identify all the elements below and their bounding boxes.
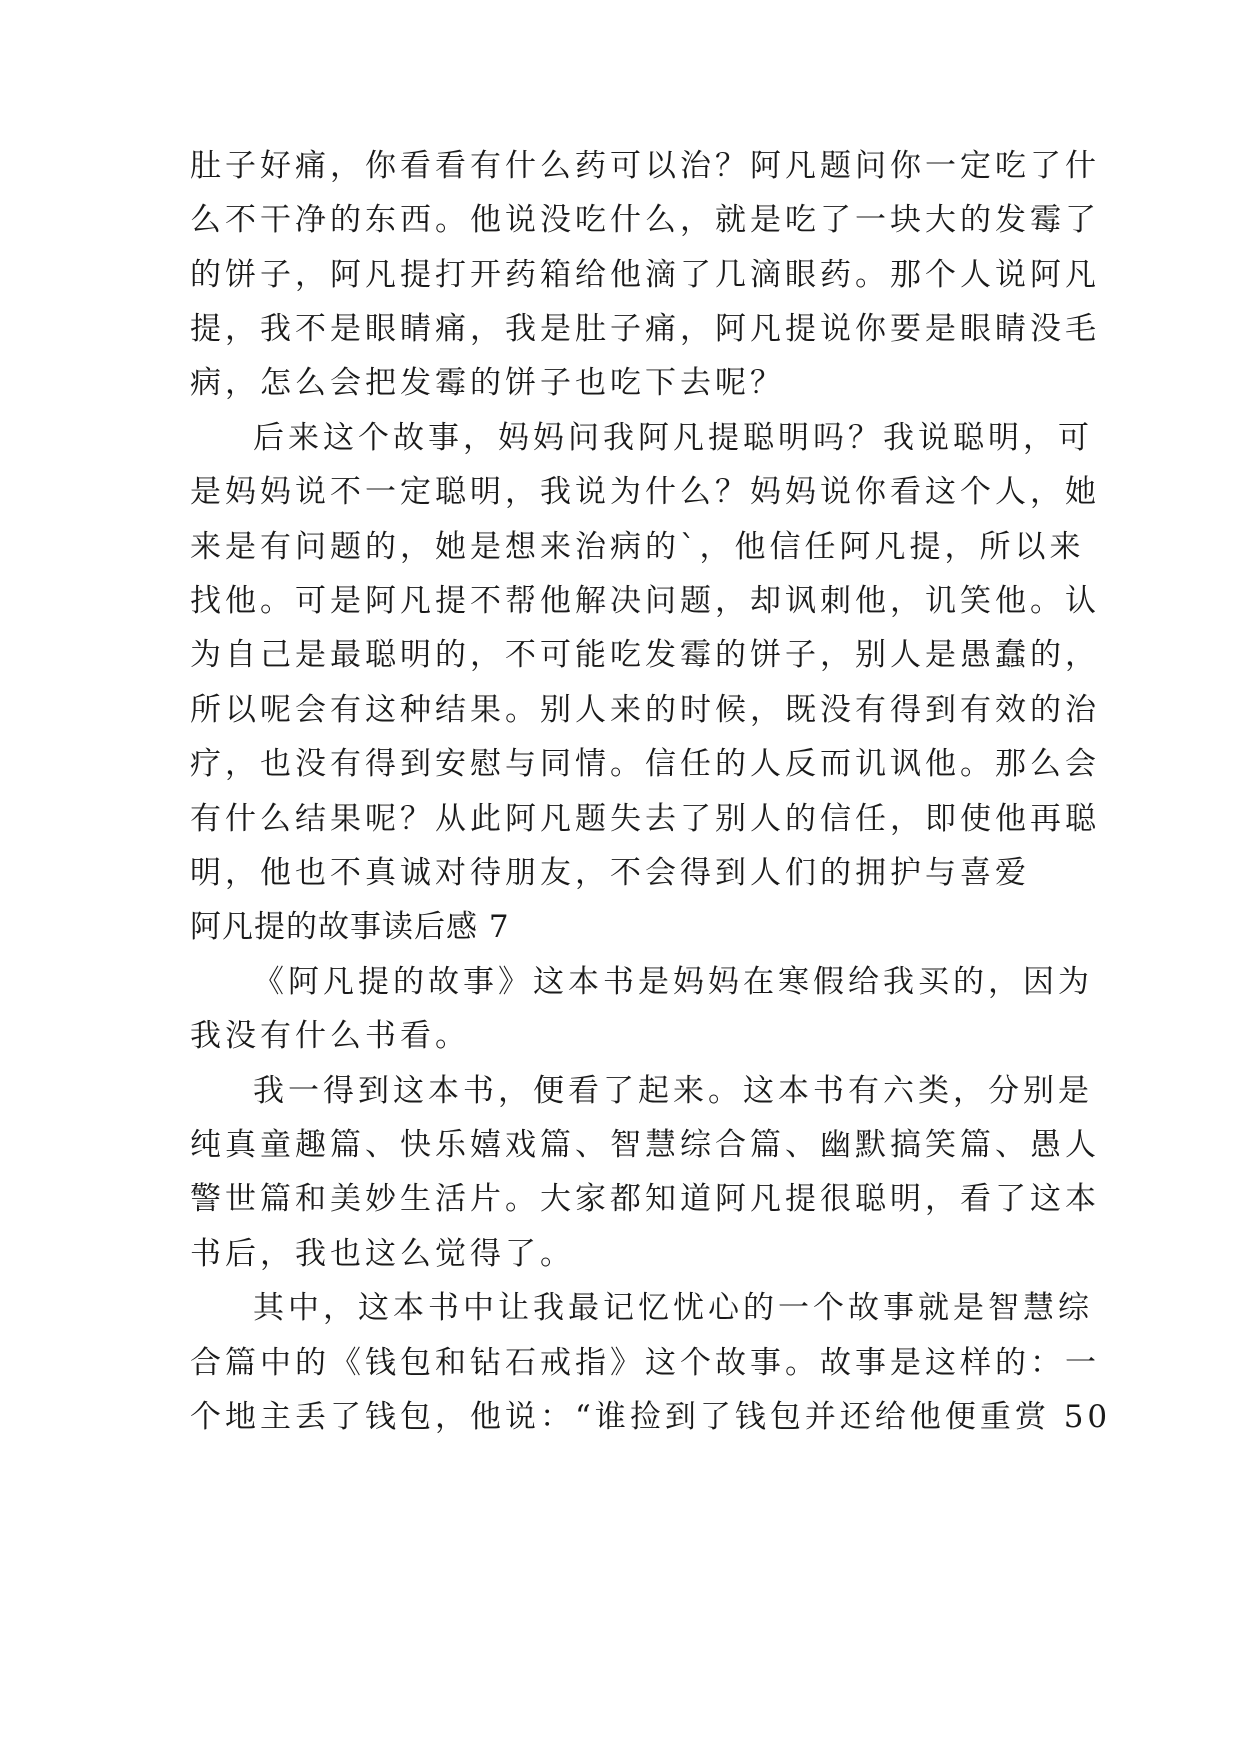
paragraph-line: 合篇中的《钱包和钻石戒指》这个故事。故事是这样的：一 (190, 1345, 1100, 1381)
paragraph-line: 么不干净的东西。他说没吃什么，就是吃了一块大的发霉了 (190, 202, 1100, 238)
paragraph-line: 所以呢会有这种结果。别人来的时候，既没有得到有效的治 (190, 692, 1100, 728)
paragraph-line: 疗，也没有得到安慰与同情。信任的人反而讥讽他。那么会 (190, 746, 1100, 782)
paragraph-line: 其中，这本书中让我最记忆忧心的一个故事就是智慧综 (253, 1290, 1093, 1326)
paragraph-line: 来是有问题的，她是想来治病的`，他信任阿凡提，所以来 (190, 529, 1085, 565)
paragraph-line: 后来这个故事，妈妈问我阿凡提聪明吗？我说聪明，可 (253, 420, 1093, 456)
paragraph-line: 明，他也不真诚对待朋友，不会得到人们的拥护与喜爱 (190, 855, 1030, 891)
paragraph-line: 的饼子，阿凡提打开药箱给他滴了几滴眼药。那个人说阿凡 (190, 257, 1100, 293)
paragraph-line: 病，怎么会把发霉的饼子也吃下去呢？ (190, 365, 785, 401)
paragraph-line: 警世篇和美妙生活片。大家都知道阿凡提很聪明，看了这本 (190, 1181, 1100, 1217)
section-heading: 阿凡提的故事读后感 7 (190, 909, 510, 945)
paragraph-line: 提，我不是眼睛痛，我是肚子痛，阿凡提说你要是眼睛没毛 (190, 311, 1100, 347)
paragraph-line: 我一得到这本书，便看了起来。这本书有六类，分别是 (253, 1073, 1093, 1109)
paragraph-line: 书后，我也这么觉得了。 (190, 1236, 575, 1272)
paragraph-line: 肚子好痛，你看看有什么药可以治？阿凡题问你一定吃了什 (190, 148, 1100, 184)
paragraph-line: 找他。可是阿凡提不帮他解决问题，却讽刺他，讥笑他。认 (190, 583, 1100, 619)
paragraph-line: 是妈妈说不一定聪明，我说为什么？妈妈说你看这个人，她 (190, 474, 1100, 510)
paragraph-line: 《阿凡提的故事》这本书是妈妈在寒假给我买的，因为 (253, 964, 1093, 1000)
paragraph-line: 个地主丢了钱包，他说：“谁捡到了钱包并还给他便重赏 50 (190, 1399, 1112, 1435)
paragraph-line: 有什么结果呢？从此阿凡题失去了别人的信任，即使他再聪 (190, 801, 1100, 837)
paragraph-line: 我没有什么书看。 (190, 1018, 470, 1054)
paragraph-line: 为自己是最聪明的，不可能吃发霉的饼子，别人是愚蠢的， (190, 637, 1100, 673)
paragraph-line: 纯真童趣篇、快乐嬉戏篇、智慧综合篇、幽默搞笑篇、愚人 (190, 1127, 1100, 1163)
